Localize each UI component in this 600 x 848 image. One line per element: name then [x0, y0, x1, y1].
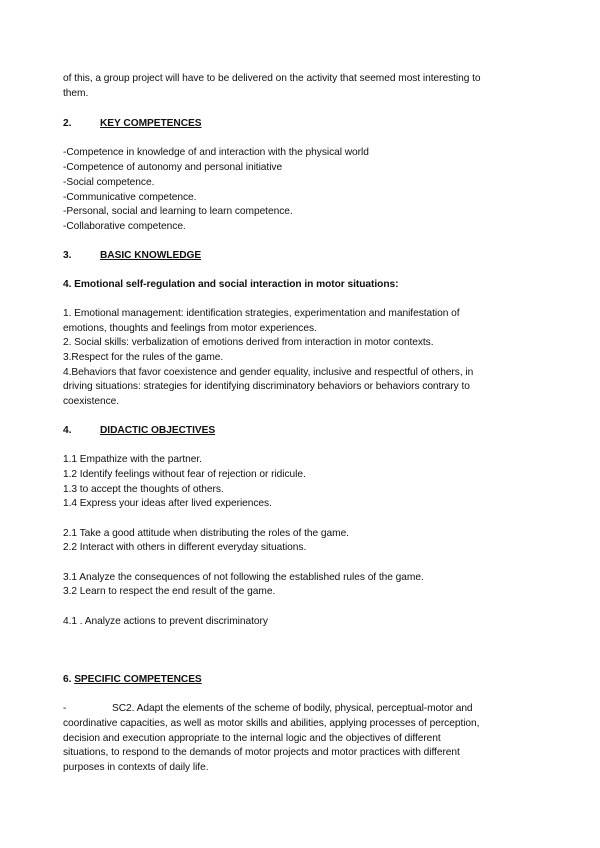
- knowledge-line: coexistence.: [63, 396, 120, 407]
- section-number: 6.: [63, 674, 72, 685]
- objective-item: 1.3 to accept the thoughts of others.: [63, 484, 224, 495]
- section-heading-key-competences: [63, 117, 543, 131]
- competence-item: -Collaborative competence.: [63, 221, 186, 232]
- objective-item: 3.1 Analyze the consequences of not following the established rules of the game.: [63, 572, 424, 583]
- specific-competence-line: coordinative capacities, as well as motor skills and abilities, applying processes of perception,: [63, 718, 480, 729]
- section-title: SPECIFIC COMPETENCES: [74, 674, 202, 685]
- section-title: DIDACTIC OBJECTIVES: [100, 425, 216, 436]
- section-number: 4.: [63, 425, 72, 436]
- objective-item: 2.2 Interact with others in different everyday situations.: [63, 542, 307, 553]
- knowledge-block-title: 4. Emotional self-regulation and social interaction in motor situations:: [63, 279, 399, 290]
- knowledge-line: 3.Respect for the rules of the game.: [63, 352, 224, 363]
- competence-item: -Communicative competence.: [63, 192, 197, 203]
- knowledge-line: driving situations: strategies for identifying discriminatory behaviors or behaviors contrary to: [63, 381, 470, 392]
- bullet: -: [63, 703, 67, 714]
- competence-item: -Personal, social and learning to learn competence.: [63, 206, 293, 217]
- section-heading-basic-knowledge: [63, 249, 543, 263]
- specific-competence-line: situations, to respond to the demands of motor projects and motor practices with different: [63, 747, 460, 758]
- section-title: KEY COMPETENCES: [100, 118, 202, 129]
- intro-line-2: them.: [63, 88, 89, 99]
- objective-item: 1.2 Identify feelings without fear of rejection or ridicule.: [63, 469, 306, 480]
- section-heading-didactic-objectives: [63, 424, 543, 438]
- objective-item: 3.2 Learn to respect the end result of the game.: [63, 586, 276, 597]
- section-heading-specific-competences: [63, 673, 543, 687]
- knowledge-line: 1. Emotional management: identification strategies, experimentation and manifestation of: [63, 308, 460, 319]
- objective-item: 1.4 Express your ideas after lived experiences.: [63, 498, 272, 509]
- knowledge-line: 4.Behaviors that favor coexistence and gender equality, inclusive and respectful of others, in: [63, 367, 474, 378]
- competence-item: -Competence of autonomy and personal initiative: [63, 162, 283, 173]
- knowledge-line: 2. Social skills: verbalization of emotions derived from interaction in motor contexts.: [63, 337, 434, 348]
- section-number: 2.: [63, 118, 72, 129]
- objective-item: 2.1 Take a good attitude when distributing the roles of the game.: [63, 528, 349, 539]
- section-number: 3.: [63, 250, 72, 261]
- specific-competence-line: decision and execution appropriate to the internal logic and the objectives of different: [63, 733, 441, 744]
- knowledge-line: emotions, thoughts and feelings from motor experiences.: [63, 323, 317, 334]
- competence-item: -Competence in knowledge of and interaction with the physical world: [63, 147, 369, 158]
- intro-line-1: of this, a group project will have to be delivered on the activity that seemed most interesting to: [63, 73, 481, 84]
- specific-competence-line: [63, 702, 543, 716]
- objective-item: 1.1 Empathize with the partner.: [63, 454, 202, 465]
- section-title: BASIC KNOWLEDGE: [100, 250, 202, 261]
- specific-competence-text: SC2. Adapt the elements of the scheme of bodily, physical, perceptual-motor and: [112, 703, 473, 714]
- competence-item: -Social competence.: [63, 177, 155, 188]
- objective-item: 4.1 . Analyze actions to prevent discriminatory: [63, 616, 268, 627]
- specific-competence-line: purposes in contexts of daily life.: [63, 762, 209, 773]
